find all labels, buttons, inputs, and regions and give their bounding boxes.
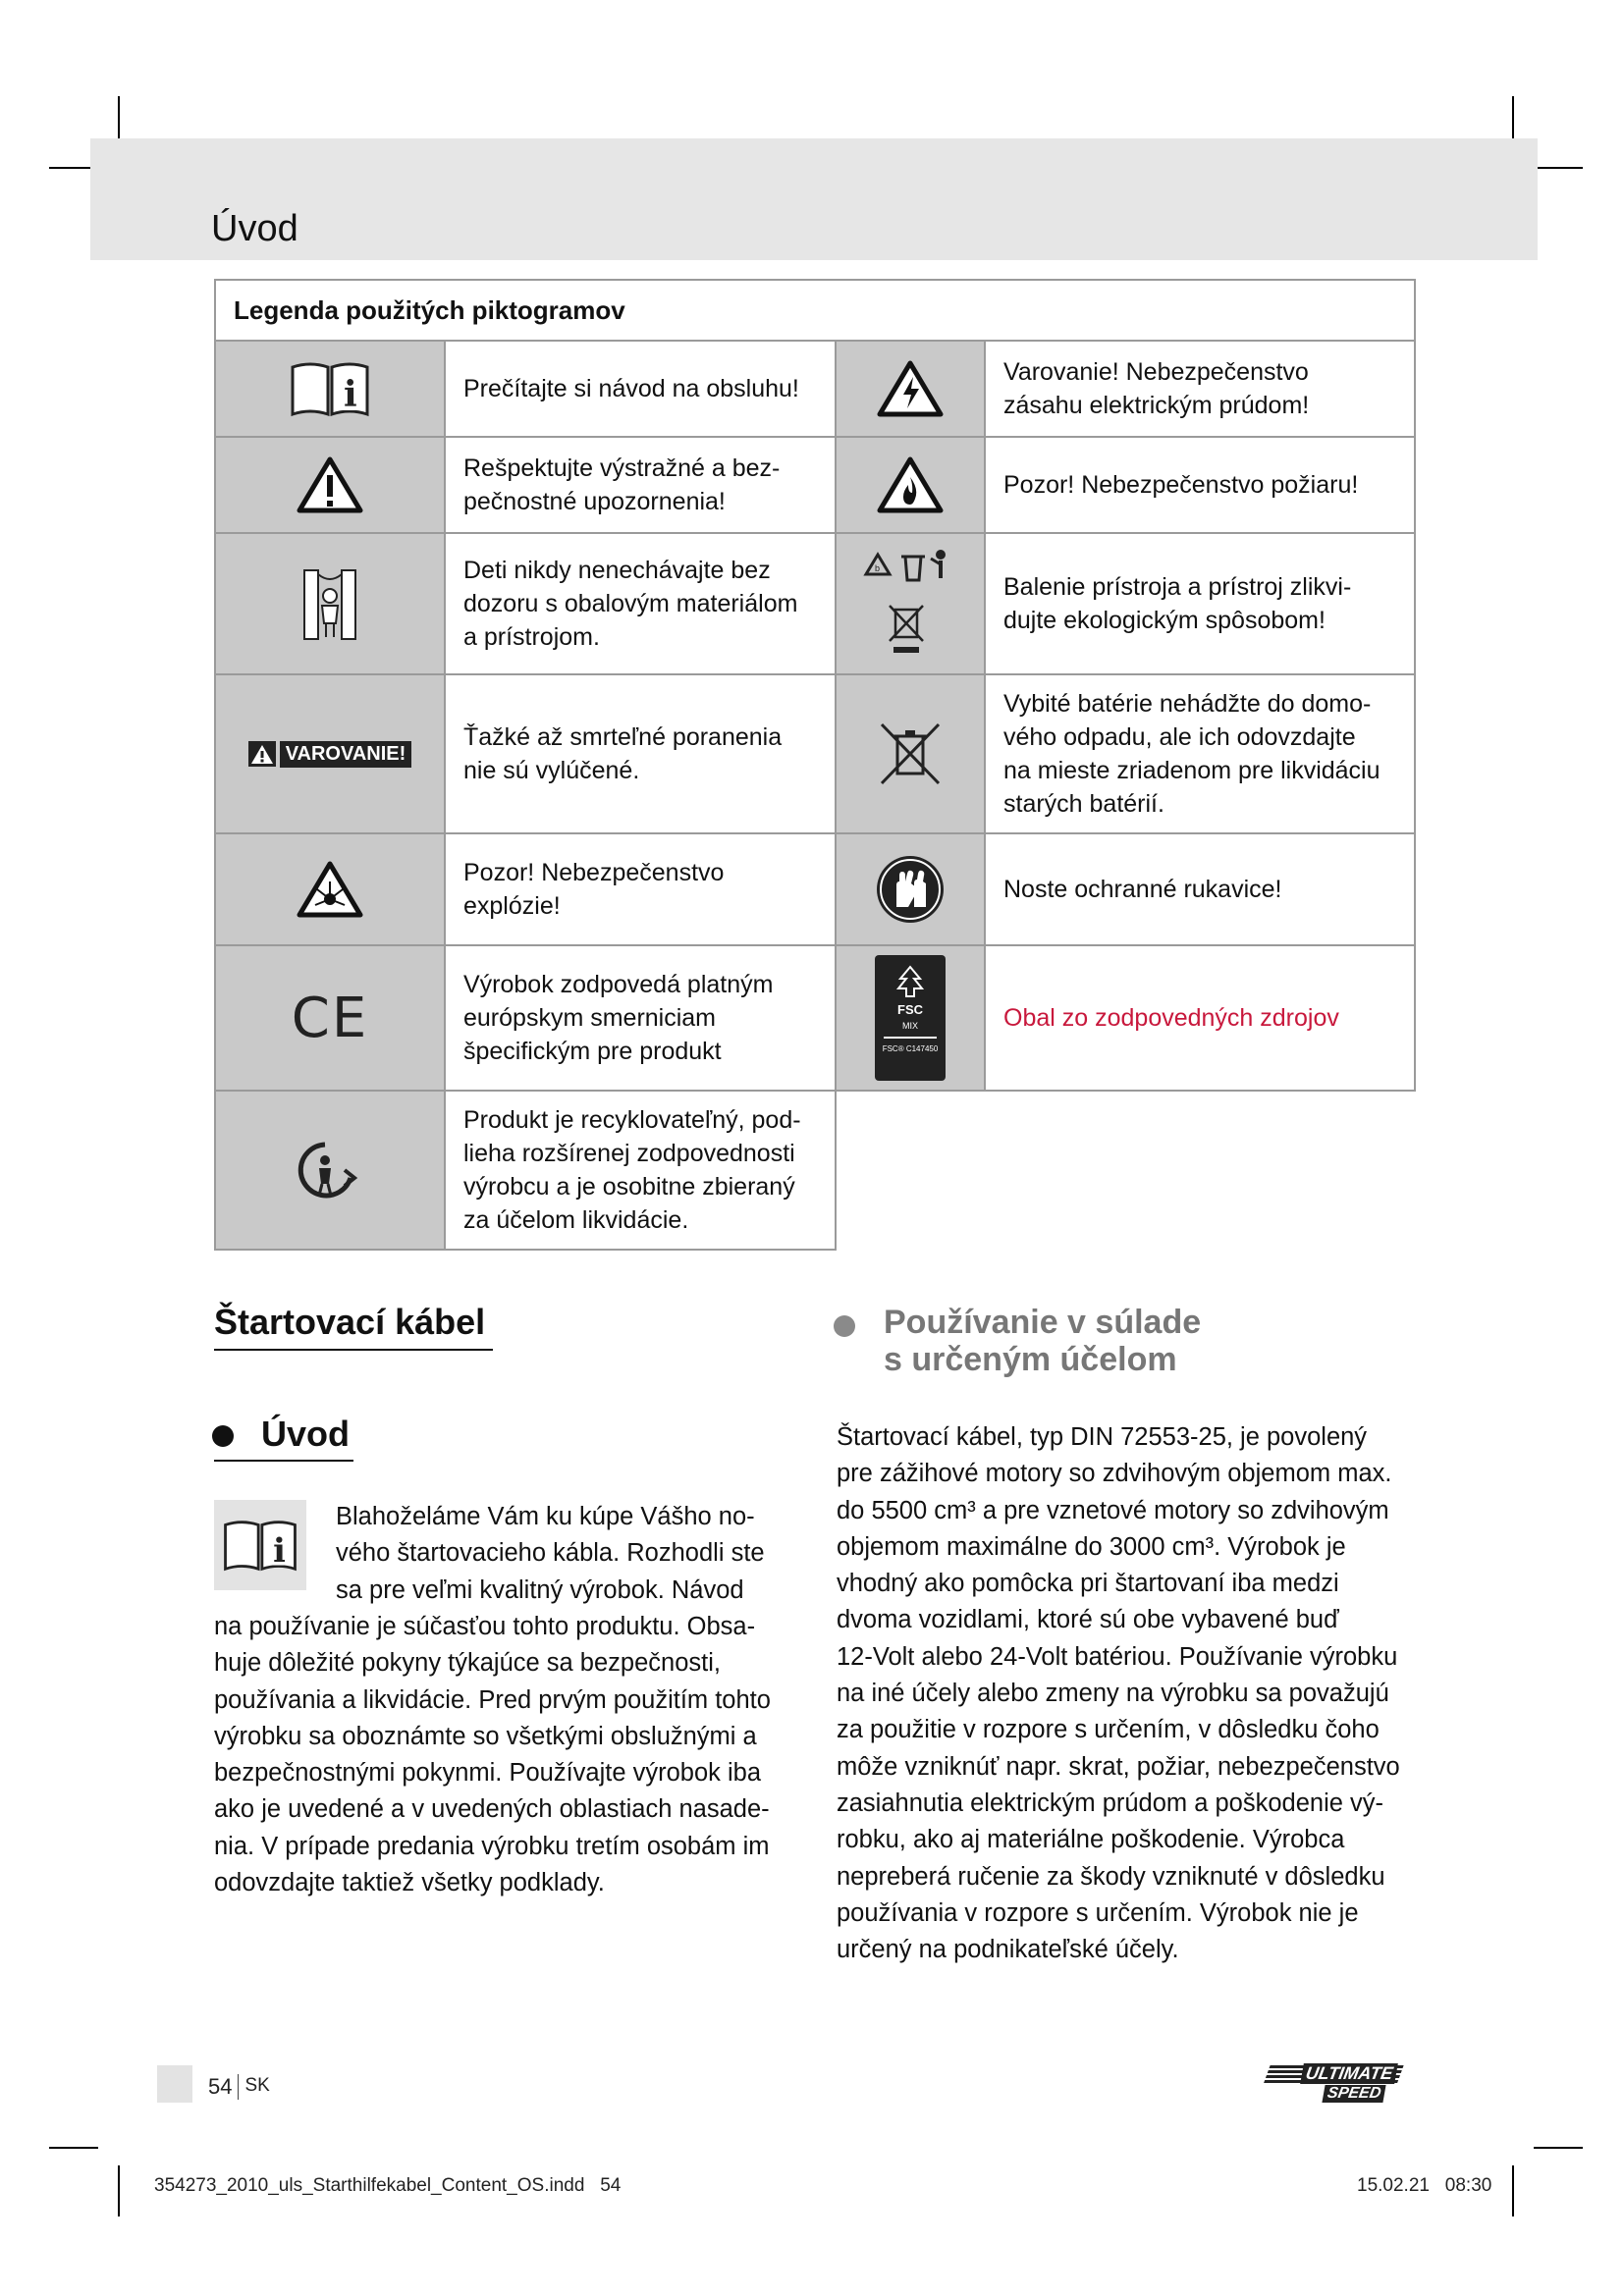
footer-date: 15.02.21 08:30: [1357, 2175, 1492, 2196]
explosion-warning-icon: [296, 860, 364, 919]
logo-text-top: ULTIMATE: [1300, 2063, 1398, 2084]
legend-icon-cell: [214, 436, 446, 534]
gloves-icon: [875, 854, 946, 925]
legend-text: Noste ochranné rukavice!: [984, 832, 1416, 946]
varovanie-label-icon: [248, 741, 412, 768]
logo-text-bottom: SPEED: [1322, 2085, 1385, 2103]
manual-info-icon: [289, 359, 371, 418]
electric-shock-warning-icon: [876, 359, 945, 418]
usage-paragraph: Štartovací kábel, typ DIN 72553-25, je povolený pre zážihové motory so zdvihovým objemom max. do 5500 cm³ a pre vznetové motory so zdvihovým objemom maximálne do 3000 cm³. Výrobok je vhodný ako pomôcka pri štartovaní iba medzi dvoma vozidlami, ktoré sú obe vybavené buď 12-Volt alebo 24-Volt batériou. Používanie výrobku na iné účely alebo zmeny na výrobku sa považujú za použitie v rozpore s určením, v dôsledku čoho môže vzniknúť napr. skrat, požiar, nebezpečenstvo zasiahnutia elektrickým prúdom a poškodenie vý- robku, ako aj materiálne poškodenie. Výrobca nepreberá ručenie za škody vzniknuté v dôsledku používania v rozpore s určením. Výrobok nie je určený na podnikateľské účely.: [837, 1423, 1400, 1964]
svg-text:i: i: [273, 1529, 286, 1570]
legend-icon-cell: [214, 340, 446, 438]
bullet-icon: [212, 1425, 234, 1447]
legend-icon-cell: [214, 673, 446, 834]
fsc-text: FSC: [897, 1002, 923, 1017]
crop-mark: [1512, 2165, 1514, 2216]
usage-heading: Používanie v súlade s určeným účelom: [884, 1304, 1202, 1378]
fsc-mix-text: MIX: [901, 1021, 918, 1031]
footer-filename: 354273_2010_uls_Starthilfekabel_Content_OS.indd 54: [154, 2175, 622, 2196]
page-tab: [157, 2065, 192, 2103]
child-packaging-icon: [300, 564, 359, 643]
legend-icon-cell: [835, 340, 986, 438]
eco-disposal-icons: [856, 545, 964, 663]
bullet-icon: [834, 1315, 855, 1337]
svg-text:b: b: [875, 563, 881, 573]
legend-text: Pozor! Nebezpečenstvo požiaru!: [984, 436, 1416, 534]
legend-text: Rešpektujte výstražné a bez- pečnostné upozornenia!: [444, 436, 837, 534]
warning-triangle-icon: [296, 455, 364, 514]
legend-icon-cell: [835, 436, 986, 534]
legend-text: Produkt je recyklovateľný, pod- lieha rozšírenej zodpovednosti výrobcu a je osobitne zbieraný za účelom likvidácie.: [444, 1090, 837, 1251]
crop-mark: [1534, 167, 1583, 169]
legend-text: Výrobok zodpovedá platným európskym smerniciam špecifickým pre produkt: [444, 944, 837, 1092]
legend-text: Deti nikdy nenechávajte bez dozoru s obalovým materiálom a prístrojom.: [444, 532, 837, 675]
fire-warning-icon: [876, 455, 945, 514]
intro-paragraph-wrapped: Blahoželáme Vám ku kúpe Vášho no- vého štartovacieho kábla. Rozhodli ste sa pre veľmi kvalitný výrobok. Návod: [336, 1503, 765, 1604]
legend-icon-cell: [214, 532, 446, 675]
legend-icon-cell: [835, 532, 986, 675]
ultimate-speed-logo: [1267, 2061, 1414, 2109]
legend-heading: Legenda použitých piktogramov: [214, 279, 1416, 342]
legend-text: Obal zo zodpovedných zdrojov: [984, 944, 1416, 1092]
pictogram-legend-table: [214, 279, 1416, 1251]
legend-icon-cell: [214, 1090, 446, 1251]
intro-paragraph: na používanie je súčasťou tohto produktu. Obsa- huje dôležité pokyny týkajúce sa bezpečnosti, používania a likvidácie. Pred prvým použitím tohto výrobku sa oboznámte so všetkými obslužnými a bezpečnostnými pokynmi. Používajte výrobok iba ako je uvedené a v uvedených oblastiach nasade- nia. V prípade predania výrobku tretím osobám im odovzdajte taktiež všetky podklady.: [214, 1613, 771, 1897]
header-band: [90, 138, 1538, 260]
legend-text: Vybité batérie nehádžte do domo- vého odpadu, ale ich odovzdajte na mieste zriadenom pre likvidáciu starých batérií.: [984, 673, 1416, 834]
crossed-bin-battery-icon: [876, 719, 945, 789]
section-heading-underline: [214, 1349, 493, 1351]
legend-icon-cell: [835, 673, 986, 834]
legend-icon-cell: [214, 944, 446, 1092]
recycling-person-icon: [296, 1139, 364, 1201]
legend-icon-cell: [835, 944, 986, 1092]
fsc-code-text: FSC® C147450: [882, 1044, 939, 1053]
page-title: Úvod: [211, 208, 298, 249]
legend-text: Varovanie! Nebezpečenstvo zásahu elektrickým prúdom!: [984, 340, 1416, 438]
fsc-label-icon: [875, 955, 946, 1081]
legend-icon-cell: [835, 832, 986, 946]
legend-text: Pozor! Nebezpečenstvo explózie!: [444, 832, 837, 946]
page-number-value: 54: [208, 2074, 233, 2099]
intro-heading-underline: [214, 1460, 353, 1462]
section-heading: Štartovací kábel: [214, 1302, 486, 1342]
crop-mark: [49, 2147, 98, 2149]
legend-text: Prečítajte si návod na obsluhu!: [444, 340, 837, 438]
varovanie-label: VAROVANIE!: [280, 741, 412, 768]
legend-text: Balenie prístroja a prístroj zlikvi- dujte ekologickým spôsobom!: [984, 532, 1416, 675]
ce-mark-icon: CE: [291, 986, 369, 1050]
intro-heading: Úvod: [261, 1414, 350, 1454]
page-number: [208, 2074, 270, 2100]
svg-text:i: i: [344, 374, 357, 415]
language-code: SK: [238, 2074, 269, 2100]
crop-mark: [1534, 2147, 1583, 2149]
legend-text: Ťažké až smrteľné poranenia nie sú vylúčené.: [444, 673, 837, 834]
legend-icon-cell: [214, 832, 446, 946]
crop-mark: [118, 2165, 120, 2216]
manual-info-icon: [214, 1500, 306, 1590]
